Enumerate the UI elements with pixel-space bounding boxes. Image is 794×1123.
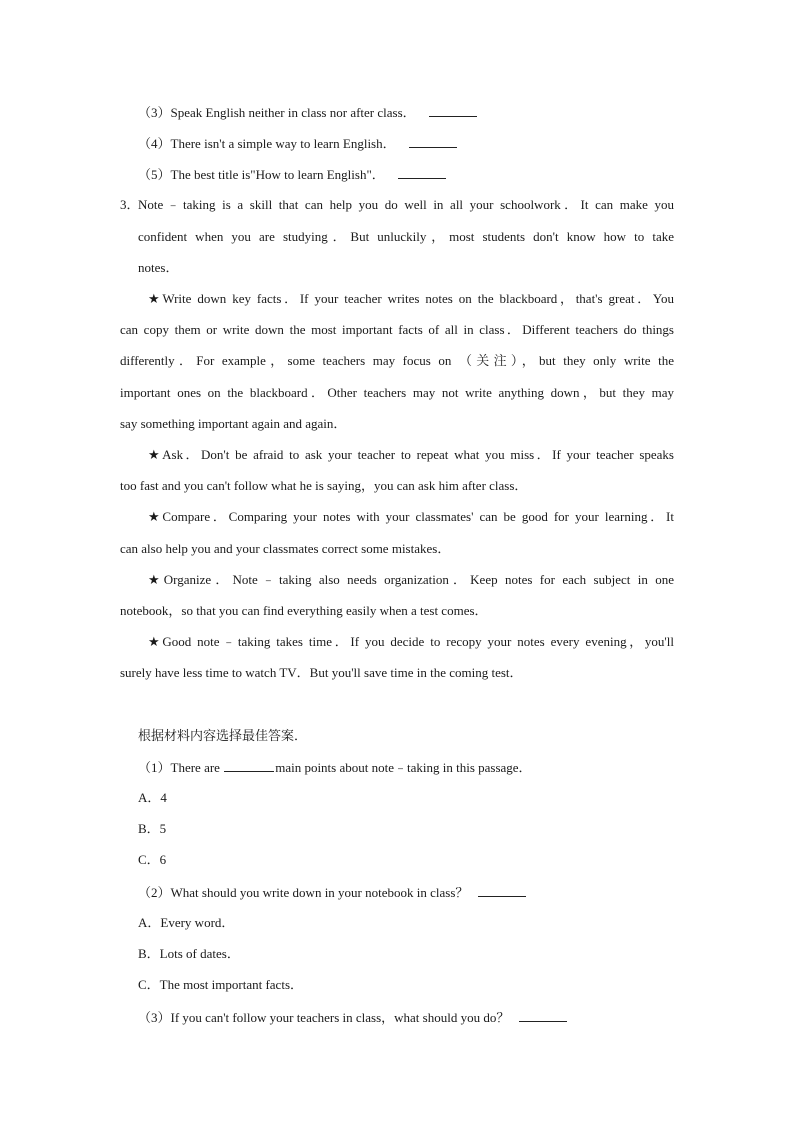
- option-c[interactable]: C．6: [138, 852, 167, 867]
- tip-write-line: important ones on the blackboard．Other teachers may not write anything down，but they may: [120, 385, 674, 400]
- tip-ask-line: too fast and you can't follow what he is saying，you can ask him after class．: [120, 478, 528, 493]
- question-3: [138, 1007, 567, 1028]
- statement-number: （3）: [138, 105, 171, 120]
- option-b[interactable]: B．5: [138, 821, 167, 836]
- question-2: [138, 882, 526, 903]
- option-c[interactable]: C．The most important facts．: [138, 977, 304, 992]
- question-1: [138, 757, 532, 778]
- question-number: （1）: [138, 760, 171, 775]
- question-text: If you can't follow your teachers in class，what should you do？: [170, 1010, 510, 1025]
- statement-4: [138, 133, 457, 154]
- option-a[interactable]: A．Every word．: [138, 915, 235, 930]
- passage-intro-line: confident when you are studying．But unluckily，most students don't know how to take: [138, 229, 674, 244]
- answer-blank[interactable]: [519, 1007, 567, 1022]
- tip-ask-line: ★Ask．Don't be afraid to ask your teacher to repeat what you miss．If your teacher speaks: [148, 447, 674, 462]
- tip-organize-line: notebook，so that you can find everything easily when a test comes．: [120, 603, 488, 618]
- statement-number: （4）: [138, 136, 171, 151]
- question-instruction: 根据材料内容选择最佳答案．: [138, 728, 308, 743]
- question-number: （2）: [138, 885, 171, 900]
- answer-blank[interactable]: [478, 882, 526, 897]
- question-text: There are: [170, 760, 220, 775]
- statement-text: Speak English neither in class nor after class．: [170, 105, 416, 120]
- statement-text: There isn't a simple way to learn English．: [170, 136, 396, 151]
- tip-time-line: surely have less time to watch TV．But you'll save time in the coming test．: [120, 665, 523, 680]
- answer-blank[interactable]: [398, 164, 446, 179]
- tip-compare-line: ★Compare．Comparing your notes with your classmates' can be good for your learning．It: [148, 509, 674, 524]
- tip-write-line: ★Write down key facts．If your teacher writes notes on the blackboard，that's great．You: [148, 291, 674, 306]
- option-a[interactable]: A．4: [138, 790, 167, 805]
- statement-5: [138, 164, 446, 185]
- passage-number: 3．: [120, 197, 140, 212]
- statement-text: The best title is"How to learn English"．: [170, 167, 385, 182]
- passage-intro-line: Note﹣taking is a skill that can help you do well in all your schoolwork．It can make you: [138, 197, 674, 212]
- tip-compare-line: can also help you and your classmates correct some mistakes．: [120, 541, 451, 556]
- tip-time-line: ★Good note﹣taking takes time．If you decide to recopy your notes every evening，you'll: [148, 634, 674, 649]
- option-b[interactable]: B．Lots of dates．: [138, 946, 240, 961]
- statement-3: [138, 102, 477, 123]
- tip-write-line: can copy them or write down the most important facts of all in class．Different teachers do things: [120, 322, 674, 337]
- question-text: What should you write down in your notebook in class？: [170, 885, 469, 900]
- passage-intro-line: notes．: [138, 260, 179, 275]
- tip-organize-line: ★Organize．Note﹣taking also needs organization．Keep notes for each subject in one: [148, 572, 674, 587]
- statement-number: （5）: [138, 167, 171, 182]
- answer-blank[interactable]: [429, 102, 477, 117]
- tip-write-line: say something important again and again．: [120, 416, 347, 431]
- question-text: main points about note﹣taking in this passage．: [275, 760, 532, 775]
- answer-blank[interactable]: [224, 757, 274, 772]
- tip-write-line: differently．For example，some teachers may focus on （关注），but they only write the: [120, 353, 674, 368]
- question-number: （3）: [138, 1010, 171, 1025]
- answer-blank[interactable]: [409, 133, 457, 148]
